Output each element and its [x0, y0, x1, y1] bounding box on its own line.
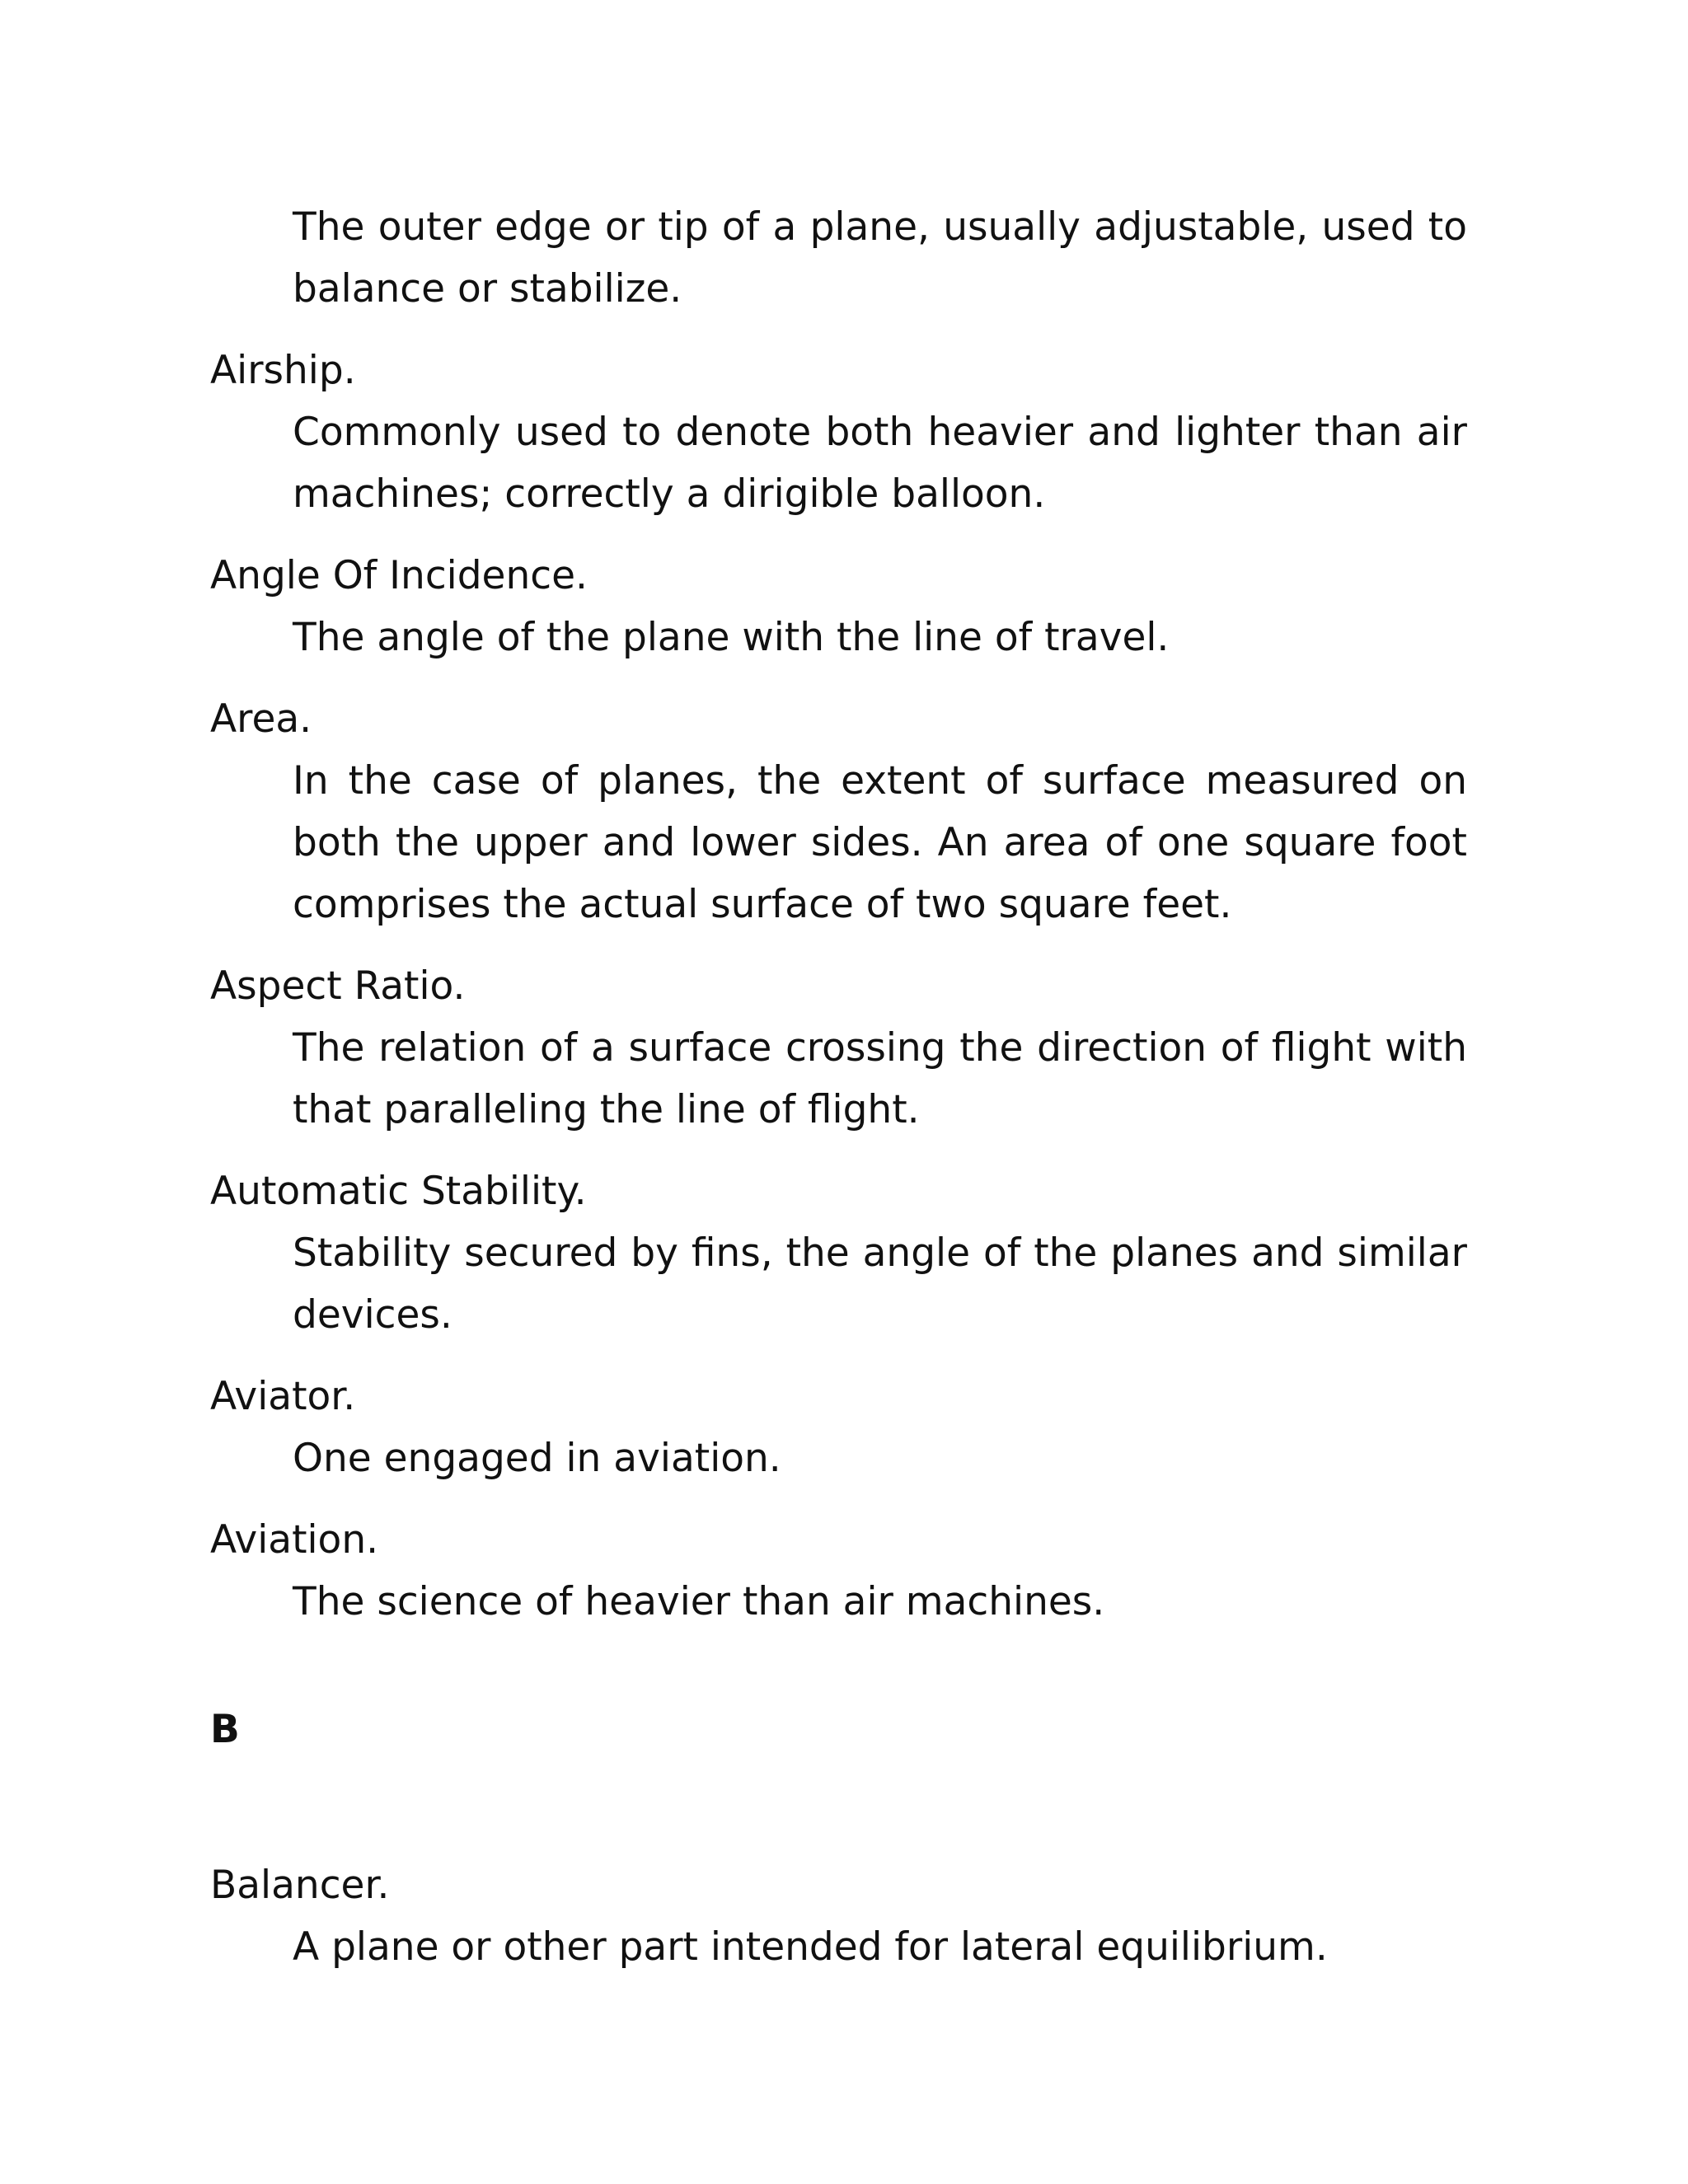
- definition-automatic-stability: Stability secured by fins, the angle of the planes and similar devices.: [293, 1230, 1467, 1338]
- term-aviation: Aviation.: [210, 1517, 379, 1563]
- definition-area: In the case of planes, the extent of surface measured on both the upper and lower sides. An area of one square foot comprises the actual surface of two square feet.: [293, 758, 1467, 927]
- term-area: Area.: [210, 696, 312, 742]
- term-automatic-stability: Automatic Stability.: [210, 1169, 587, 1214]
- definition-aviator: One engaged in aviation.: [293, 1436, 781, 1481]
- term-balancer: Balancer.: [210, 1863, 390, 1908]
- term-aspect-ratio: Aspect Ratio.: [210, 963, 466, 1009]
- definition-airship: Commonly used to denote both heavier and lighter than air machines; correctly a dirigible balloon.: [293, 410, 1467, 517]
- term-angle-of-incidence: Angle Of Incidence.: [210, 553, 588, 598]
- definition-continued: The outer edge or tip of a plane, usually adjustable, used to balance or stabilize.: [293, 204, 1467, 312]
- term-airship: Airship.: [210, 348, 356, 393]
- definition-balancer: A plane or other part intended for lateral equilibrium.: [293, 1924, 1328, 1970]
- glossary: [210, 196, 1467, 1998]
- definition-angle-of-incidence: The angle of the plane with the line of travel.: [293, 615, 1170, 660]
- definition-aspect-ratio: The relation of a surface crossing the direction of flight with that paralleling the line of flight.: [293, 1025, 1467, 1132]
- section-heading: B: [210, 1707, 240, 1752]
- term-aviator: Aviator.: [210, 1374, 356, 1419]
- definition-aviation: The science of heavier than air machines.: [293, 1579, 1105, 1624]
